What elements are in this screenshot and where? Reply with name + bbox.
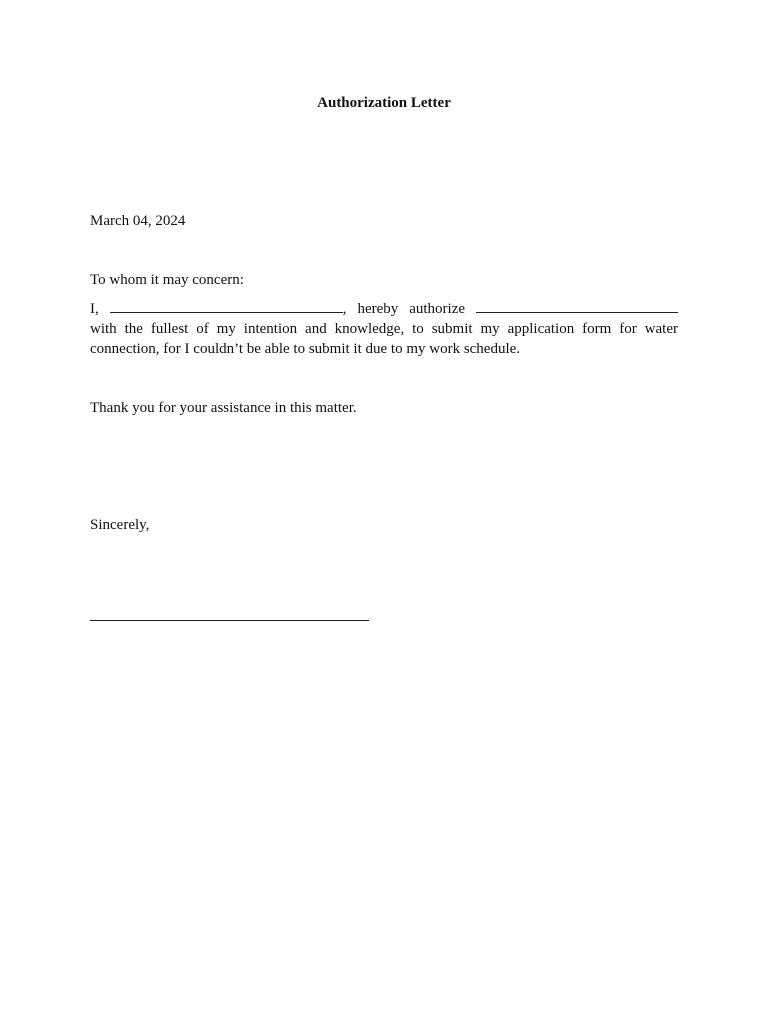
body-line-3: connection, for I couldn’t be able to submit it due to my work schedule. [90,341,521,357]
letter-salutation: To whom it may concern: [90,272,244,288]
name-blank-line[interactable] [110,299,343,313]
body-line-2-word: for [619,321,637,337]
letter-date: March 04, 2024 [90,213,186,229]
body-line-2-word: intention [243,321,298,337]
letter-closing: Sincerely, [90,517,150,533]
body-line-2-word: knowledge, [334,321,405,337]
body-line-2-word: fullest [150,321,189,337]
body-line-2-word: form [582,321,612,337]
body-line-2-word: submit [431,321,473,337]
body-line-1 [90,299,678,319]
body-word-authorize: authorize [409,301,466,317]
body-comma: , [342,301,347,317]
body-word-i: I, [90,301,99,317]
body-line-2-word: water [644,321,678,337]
body-line-2-word: the [124,321,143,337]
body-line-2-word: my [216,321,236,337]
body-word-hereby: hereby [357,301,399,317]
body-line-2-word: of [196,321,209,337]
letter-body [90,299,678,359]
name-blank-group [110,299,347,319]
body-line-2-word: to [412,321,424,337]
letter-title: Authorization Letter [317,95,451,111]
body-line-2 [90,319,678,339]
signature-line[interactable] [90,620,369,621]
body-line-2-word: with [90,321,117,337]
letter-thanks: Thank you for your assistance in this matter. [90,400,357,416]
authorized-person-blank-line[interactable] [476,299,678,313]
body-line-2-word: application [507,321,575,337]
body-line-2-word: my [480,321,500,337]
body-line-2-word: and [305,321,327,337]
